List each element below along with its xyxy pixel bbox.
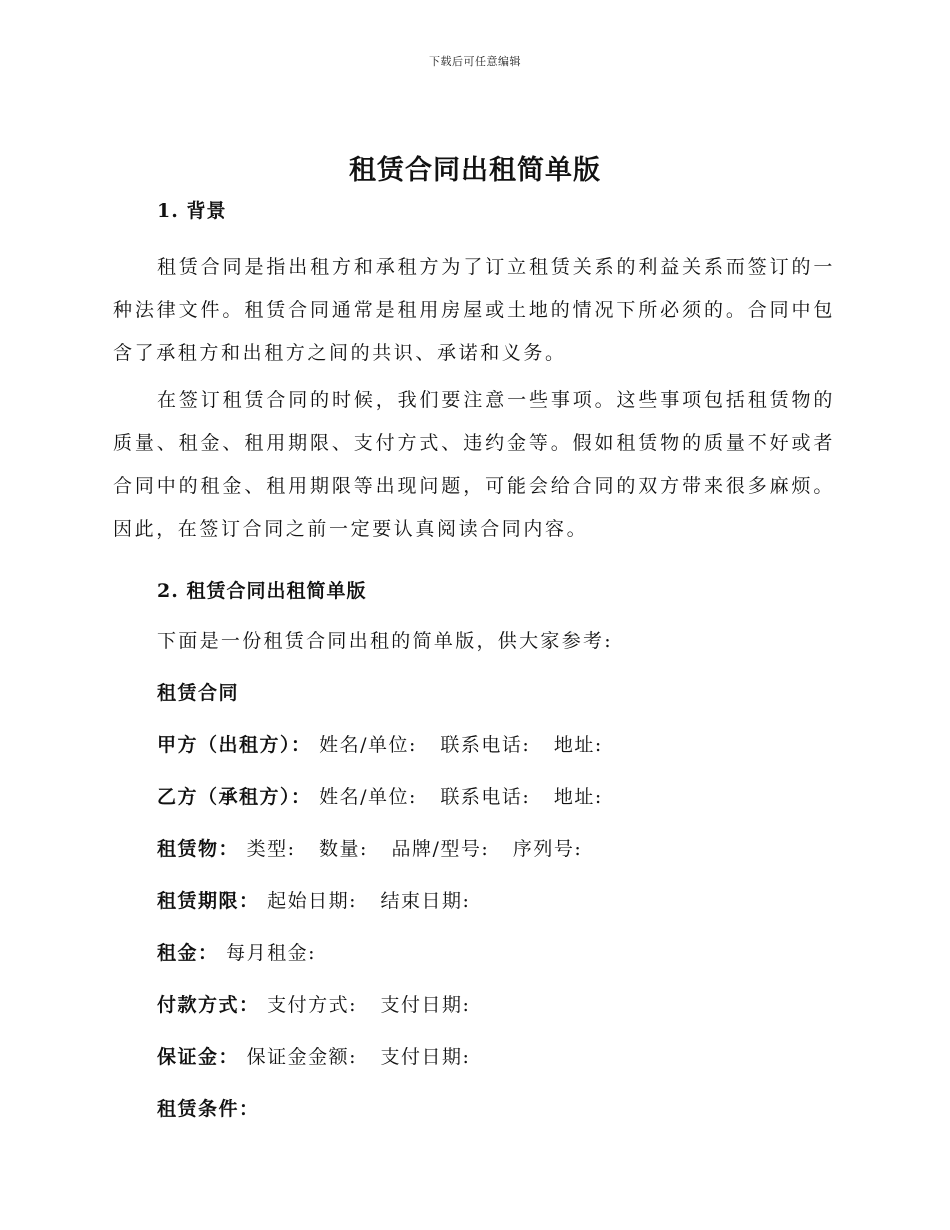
field-item: 姓名/单位:	[319, 786, 417, 808]
field-item: 支付方式:	[267, 994, 357, 1016]
field-line-party-a	[113, 730, 835, 760]
field-item: 品牌/型号:	[391, 838, 490, 860]
field-line-payment	[113, 990, 835, 1020]
field-item: 支付日期:	[380, 994, 471, 1016]
field-item: 姓名/单位:	[319, 734, 417, 756]
field-line-rent	[113, 938, 835, 968]
field-line-lease-term	[113, 886, 835, 916]
field-item: 序列号:	[512, 838, 583, 860]
field-item: 每月租金:	[226, 942, 316, 964]
field-item: 支付日期:	[380, 1046, 471, 1068]
field-item: 联系电话:	[440, 734, 531, 756]
field-label: 付款方式：	[157, 994, 260, 1016]
intro-text: 下面是一份租赁合同出租的简单版，供大家参考:	[157, 630, 614, 652]
section-heading-simple-version: 2. 租赁合同出租简单版	[157, 580, 367, 602]
field-item: 保证金金额:	[246, 1046, 357, 1068]
field-item: 数量:	[319, 838, 368, 860]
contract-title-text: 租赁合同	[157, 682, 240, 704]
field-label: 租赁物：	[157, 838, 240, 860]
background-paragraph: 租赁合同是指出租方和承租方为了订立租赁关系的利益关系而签订的一种法律文件。租赁合同通常是租用房屋或土地的情况下所必须的。合同中包含了承租方和出租方之间的共识、承诺和义务。	[113, 256, 835, 364]
field-line-conditions	[113, 1094, 835, 1124]
field-item: 结束日期:	[380, 890, 471, 912]
document-title: 租赁合同出租简单版	[349, 155, 601, 186]
section-heading-background: 1. 背景	[157, 200, 227, 222]
field-label: 租赁条件：	[157, 1098, 260, 1120]
field-line-party-b	[113, 782, 835, 812]
field-item: 联系电话:	[440, 786, 531, 808]
field-label: 保证金：	[157, 1046, 240, 1068]
field-label: 租金：	[157, 942, 219, 964]
field-label: 租赁期限：	[157, 890, 260, 912]
field-line-leased-item	[113, 834, 835, 864]
background-paragraph: 在签订租赁合同的时候，我们要注意一些事项。这些事项包括租赁物的质量、租金、租用期限、支付方式、违约金等。假如租赁物的质量不好或者合同中的租金、租用期限等出现问题，可能会给合同的双方带来很多麻烦。因此，在签订合同之前一定要认真阅读合同内容。	[113, 389, 835, 540]
header-note: 下载后可任意编辑	[429, 55, 521, 68]
contract-title	[113, 678, 835, 708]
field-item: 地址:	[553, 786, 603, 808]
field-item: 地址:	[553, 734, 603, 756]
field-item: 起始日期:	[267, 890, 357, 912]
field-item: 类型:	[246, 838, 296, 860]
field-label: 甲方（出租方）：	[157, 734, 312, 756]
field-line-deposit	[113, 1042, 835, 1072]
document-body	[113, 196, 835, 1146]
field-label: 乙方（承租方）：	[157, 786, 312, 808]
